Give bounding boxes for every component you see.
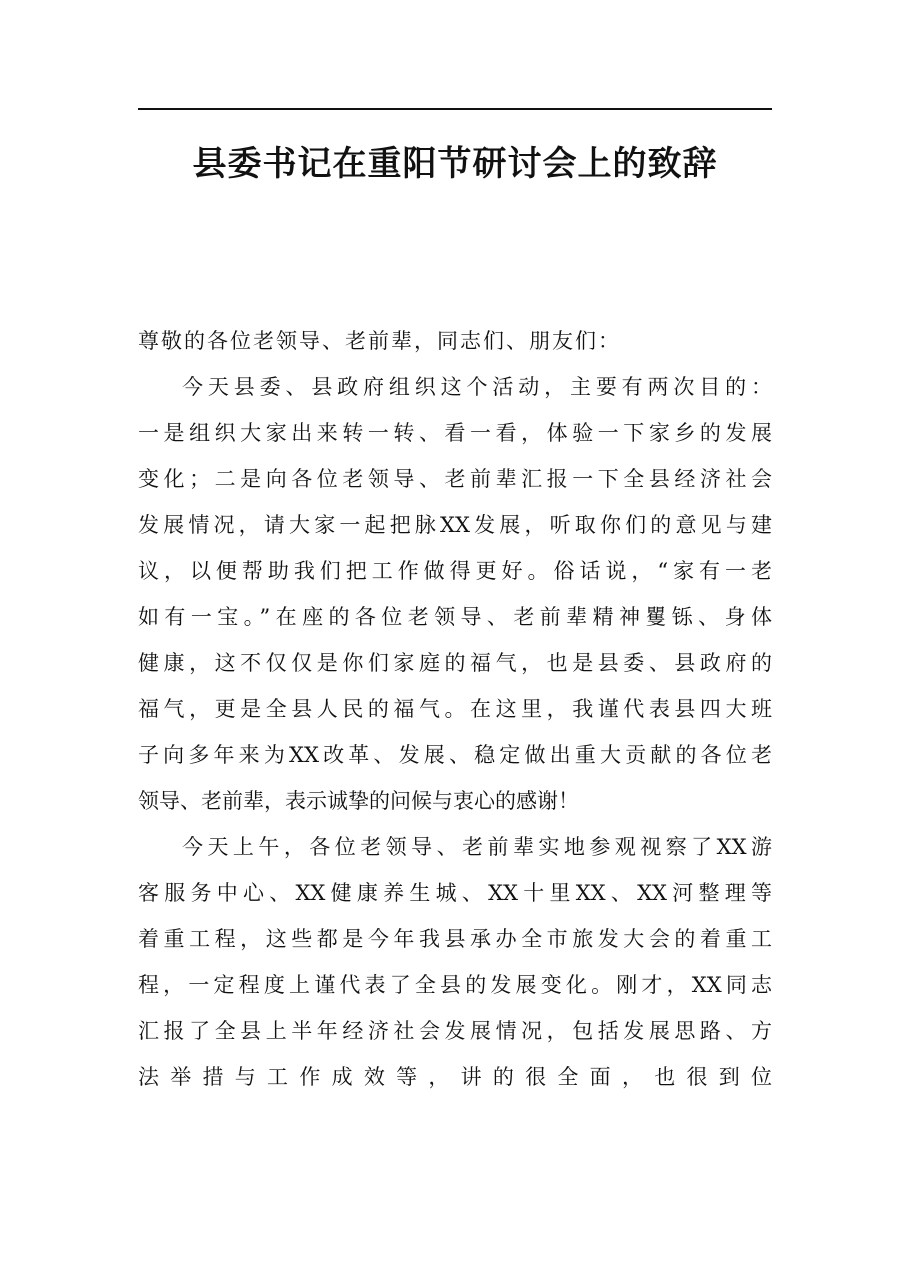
text-line: 如有一宝。”在座的各位老领导、老前辈精神矍铄、身体 xyxy=(138,605,772,629)
text-line: 客服务中心、XX健康养生城、XX十里XX、XX河整理等 xyxy=(138,881,772,905)
text-line: 议，以便帮助我们把工作做得更好。俗话说，“家有一老 xyxy=(138,559,772,583)
text-line: 汇报了全县上半年经济社会发展情况，包括发展思路、方 xyxy=(138,1019,772,1043)
document-body xyxy=(138,318,772,1100)
text-line: 领导、老前辈，表示诚挚的问候与衷心的感谢！ xyxy=(138,789,579,813)
text-line: 今天上午，各位老领导、老前辈实地参观视察了XX游 xyxy=(182,835,772,859)
text-line: 健康，这不仅仅是你们家庭的福气，也是县委、县政府的 xyxy=(138,651,772,675)
salutation: 尊敬的各位老领导、老前辈，同志们、朋友们： xyxy=(138,329,621,353)
text-line: 着重工程，这些都是今年我县承办全市旅发大会的着重工 xyxy=(138,927,772,951)
paragraph-1 xyxy=(138,364,772,824)
paragraph-2 xyxy=(138,824,772,1100)
text-line: 子向多年来为XX改革、发展、稳定做出重大贡献的各位老 xyxy=(138,743,772,767)
document-title: 县委书记在重阳节研讨会上的致辞 xyxy=(192,144,718,184)
text-line: 今天县委、县政府组织这个活动，主要有两次目的： xyxy=(182,375,772,399)
text-line: 法举措与工作成效等，讲的很全面，也很到位 xyxy=(138,1065,772,1089)
text-line: 程，一定程度上谨代表了全县的发展变化。刚才，XX同志 xyxy=(138,973,772,997)
text-line: 发展情况，请大家一起把脉XX发展，听取你们的意见与建 xyxy=(138,513,772,537)
text-line: 福气，更是全县人民的福气。在这里，我谨代表县四大班 xyxy=(138,697,772,721)
header-rule xyxy=(138,108,772,110)
text-line: 变化；二是向各位老领导、老前辈汇报一下全县经济社会 xyxy=(138,467,772,491)
text-line: 一是组织大家出来转一转、看一看，体验一下家乡的发展 xyxy=(138,421,772,445)
